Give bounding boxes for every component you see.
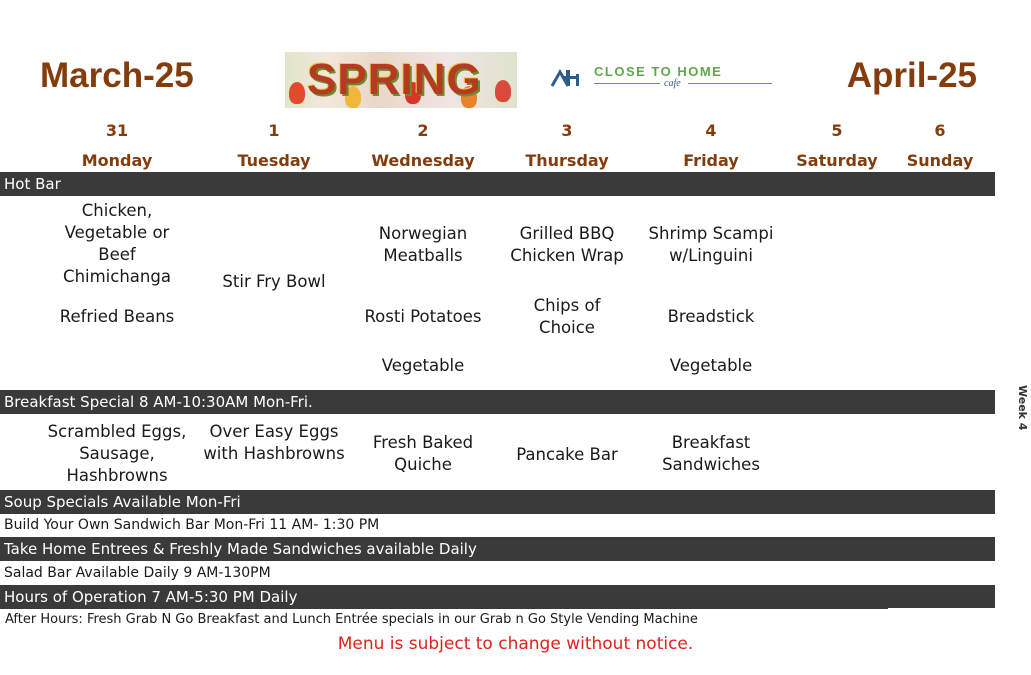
day-header-monday	[57, 120, 177, 172]
spring-banner-image	[285, 52, 517, 108]
hot-bar-friday-veg: Vegetable	[669, 356, 753, 375]
section-band-hot-bar: Hot Bar	[0, 172, 995, 196]
breakfast-wednesday: Fresh Baked Quiche	[372, 433, 474, 474]
day-name: Monday	[81, 151, 153, 170]
day-number: 3	[561, 121, 573, 140]
day-name: Saturday	[796, 151, 878, 170]
day-name: Wednesday	[371, 151, 475, 170]
hot-bar-monday-entree: Chicken, Vegetable or Beef Chimichanga	[63, 201, 171, 286]
breakfast-monday: Scrambled Eggs, Sausage, Hashbrowns	[47, 422, 187, 485]
hot-bar-friday-side: Breadstick	[667, 307, 755, 326]
day-number: 2	[417, 121, 429, 140]
logo-underline	[688, 83, 772, 84]
tulip-decoration	[495, 80, 511, 102]
day-number: 6	[934, 121, 946, 140]
day-header-wednesday	[358, 120, 488, 172]
section-band-soup: Soup Specials Available Mon-Fri	[0, 490, 995, 514]
day-number: 4	[705, 121, 717, 140]
month-right-title: April-25	[846, 56, 977, 95]
day-header-saturday	[787, 120, 887, 172]
day-number: 31	[105, 121, 129, 140]
logo-underline	[594, 83, 660, 84]
sandwich-bar-text: Build Your Own Sandwich Bar Mon-Fri 11 AM- 1:30 PM	[4, 517, 380, 533]
hot-bar-wednesday-veg: Vegetable	[381, 356, 465, 375]
change-notice: Menu is subject to change without notice.	[337, 634, 694, 654]
day-name: Friday	[683, 151, 739, 170]
week-label: Week 4	[1016, 385, 1029, 431]
month-left-title: March-25	[40, 56, 194, 95]
section-band-take-home: Take Home Entrees & Freshly Made Sandwiches available Daily	[0, 537, 995, 561]
hot-bar-wednesday-side: Rosti Potatoes	[364, 307, 482, 326]
salad-bar-text: Salad Bar Available Daily 9 AM-130PM	[4, 565, 271, 581]
day-header-tuesday	[214, 120, 334, 172]
after-hours-text: After Hours: Fresh Grab N Go Breakfast and Lunch Entrée specials in our Grab n Go Style Vending Machine	[5, 612, 698, 627]
divider	[888, 608, 995, 610]
cafe-logo-icon	[548, 62, 588, 92]
close-to-home-logo	[548, 62, 778, 92]
spring-banner-text: SPRING	[307, 55, 482, 104]
hot-bar-thursday-entree: Grilled BBQ Chicken Wrap	[510, 224, 624, 265]
hot-bar-friday-entree: Shrimp Scampi w/Linguini	[648, 224, 774, 265]
day-number: 1	[268, 121, 280, 140]
day-name: Tuesday	[237, 151, 311, 170]
hot-bar-thursday-side: Chips of Choice	[533, 296, 601, 337]
hot-bar-monday-side: Refried Beans	[59, 307, 175, 326]
day-header-sunday	[900, 120, 980, 172]
day-name: Thursday	[525, 151, 609, 170]
breakfast-friday: Breakfast Sandwiches	[662, 433, 760, 474]
hot-bar-wednesday-entree: Norwegian Meatballs	[378, 224, 468, 265]
section-band-hours: Hours of Operation 7 AM-5:30 PM Daily	[0, 585, 995, 609]
breakfast-tuesday: Over Easy Eggs with Hashbrowns	[203, 422, 345, 463]
day-name: Sunday	[906, 151, 974, 170]
day-header-friday	[651, 120, 771, 172]
day-header-thursday	[507, 120, 627, 172]
breakfast-thursday: Pancake Bar	[516, 445, 618, 464]
logo-subtext: cafe	[664, 78, 681, 89]
day-number: 5	[831, 121, 843, 140]
tulip-decoration	[289, 82, 305, 104]
logo-text: CLOSE TO HOME	[594, 64, 723, 79]
section-band-breakfast: Breakfast Special 8 AM-10:30AM Mon-Fri.	[0, 390, 995, 414]
hot-bar-tuesday-entree: Stir Fry Bowl	[222, 272, 326, 291]
